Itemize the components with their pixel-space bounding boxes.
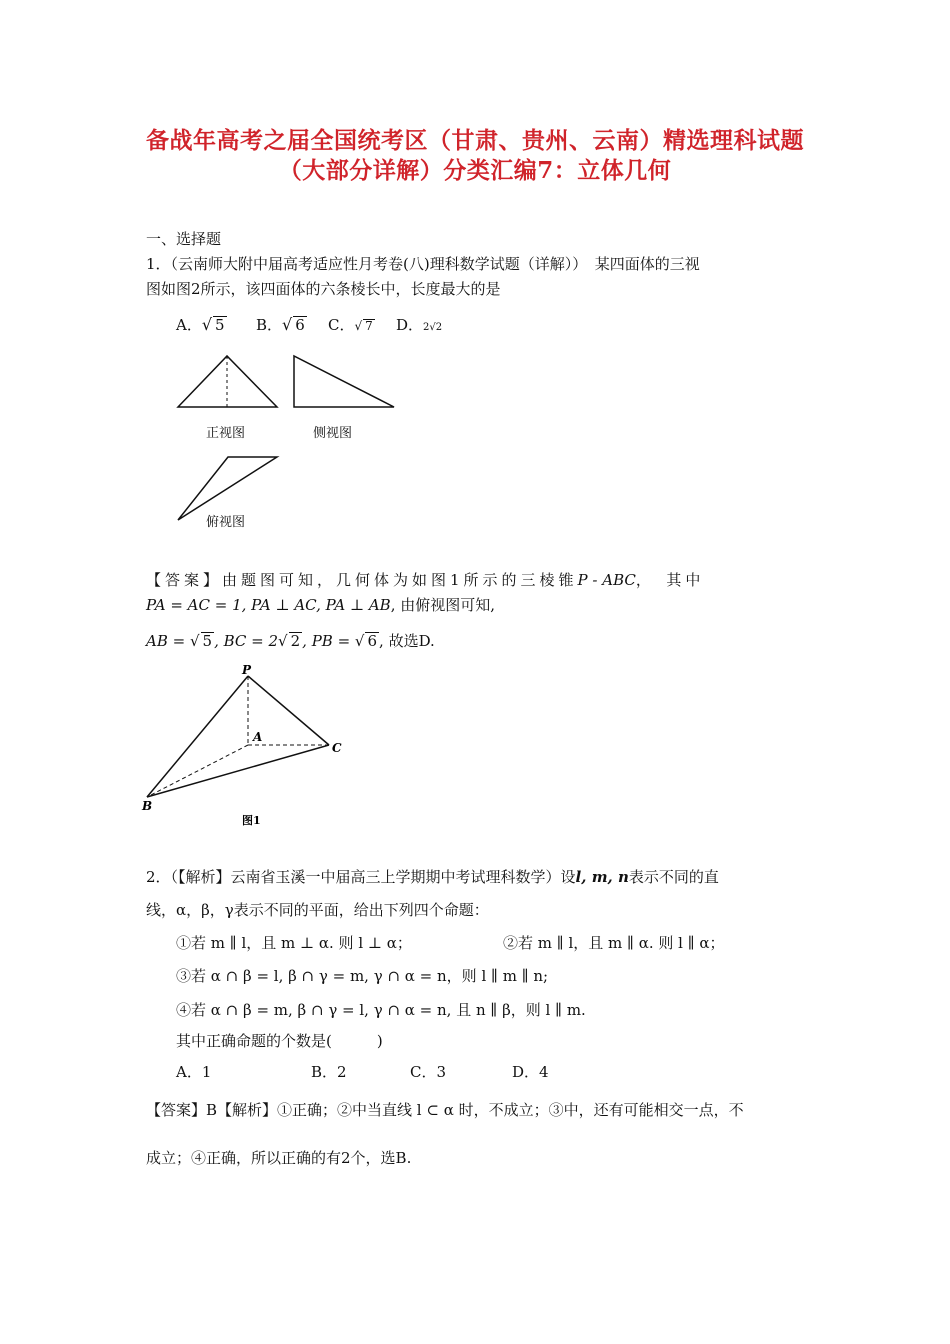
q1-answer-line-3: AB = √ 5 , BC = 2√ 2 , PB = √ 6 , 故选D. <box>146 632 435 650</box>
q2-answer-line-1: 【答案】B【解析】①正确；②中当直线 l ⊂ α 时，不成立；③中，还有可能相交一点，不 <box>146 1101 744 1119</box>
q2-proposition-2: ②若 m ∥ l，且 m ∥ α. 则 l ∥ α； <box>503 934 725 952</box>
front-view-label: 正视图 <box>206 426 246 441</box>
label-b: B <box>142 799 153 813</box>
q1-option-c: C．√ 7 <box>328 316 373 334</box>
q2-question: 其中正确命题的个数是( ) <box>176 1032 383 1050</box>
q2-proposition-3: ③若 α ∩ β = l, β ∩ γ = m, γ ∩ α = n，则 l ∥ m ∥ n; <box>176 967 549 985</box>
q1-line-2: 图如图2所示，该四面体的六条棱长中，长度最大的是 <box>146 280 501 298</box>
q2-proposition-4: ④若 α ∩ β = m, β ∩ γ = l, γ ∩ α = n, 且 n ∥ β，则 l ∥ m. <box>176 1001 586 1019</box>
figure-1-caption: 图1 <box>242 814 261 827</box>
q1-line-1: 1．（云南师大附中届高考适应性月考卷(八)理科数学试题（详解）） 某四面体的三视 <box>146 255 700 273</box>
top-view-label: 俯视图 <box>206 515 246 530</box>
q1-answer-line-1: 【答案】由题图可知，几何体为如图1所示的三棱锥P - ABC， 其中 <box>146 571 705 589</box>
q2-option-a: A．1 <box>176 1063 212 1081</box>
label-a: A <box>253 730 263 744</box>
q2-line-2: 线，α，β，γ表示不同的平面，给出下列四个命题： <box>146 901 489 919</box>
q2-proposition-1: ①若 m ∥ l，且 m ⊥ α. 则 l ⊥ α； <box>176 934 412 952</box>
q1-answer-line-2: PA = AC = 1, PA ⊥ AC, PA ⊥ AB, 由俯视图可知, <box>146 596 496 614</box>
figure-1-tetrahedron <box>136 662 356 832</box>
title-line-1: 备战年高考之届全国统考区（甘肃、贵州、云南）精选理科试题 <box>146 127 804 154</box>
title-line-2: （大部分详解）分类汇编7：立体几何 <box>278 157 672 184</box>
label-p: P <box>242 663 252 677</box>
q2-option-d: D．4 <box>512 1063 549 1081</box>
side-view-label: 侧视图 <box>313 426 353 441</box>
q2-option-b: B．2 <box>311 1063 347 1081</box>
side-view-shape <box>294 356 394 407</box>
q1-option-d: D．2√2 <box>396 316 443 334</box>
section-heading: 一、选择题 <box>146 230 222 248</box>
q1-option-a: A．√ 5 <box>176 315 225 334</box>
q2-option-c: C．3 <box>410 1063 447 1081</box>
q1-option-b: B．√ 6 <box>256 315 305 334</box>
label-c: C <box>332 741 342 755</box>
q2-line-1: 2．（【解析】云南省玉溪一中届高三上学期期中考试理科数学）设l, m, n表示不同的直 <box>146 868 719 886</box>
q2-answer-line-2: 成立；④正确，所以正确的有2个，选B. <box>146 1149 412 1167</box>
front-view-shape <box>178 356 277 407</box>
